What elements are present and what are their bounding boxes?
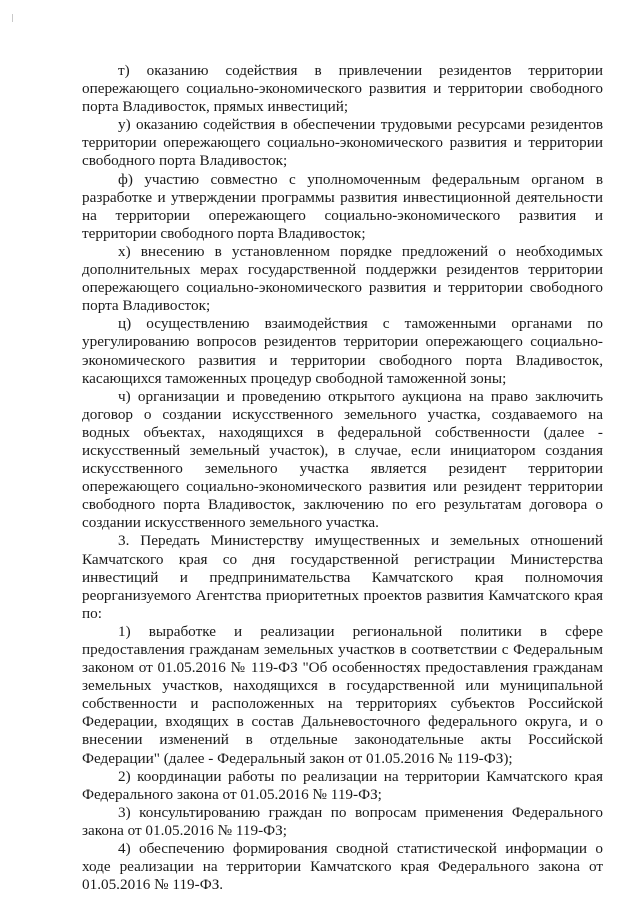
paragraph-ch: ч) организации и проведению открытого аукциона на право заключить договор о создании искусственного земельного участка, создаваемого на водных объектах, находящихся в федеральной собственности (далее - искусственный земельный участок), в случае, если инициатором создания искусственного земельного участка является резидент территории опережающего социально-экономического развития или резидент территории свободного порта Владивосток, заключению по его результатам договора о создании искусственного земельного участка.	[82, 387, 603, 532]
paragraph-t: т) оказанию содействия в привлечении резидентов территории опережающего социально-экономического развития и территории свободного порта Владивосток, прямых инвестиций;	[82, 62, 603, 116]
paragraph-f: ф) участию совместно с уполномоченным федеральным органом в разработке и утверждении программы развития инвестиционной деятельности на территории опережающего социально-экономического развития и территории свободного порта Владивосток;	[82, 170, 603, 242]
paragraph-item-1: 1) выработке и реализации региональной политики в сфере предоставления гражданам земельных участков в соответствии с Федеральным законом от 01.05.2016 № 119-ФЗ "Об особенностях предоставления гражданам земельных участков, находящихся в государственной или муниципальной собственности и расположенных на территориях субъектов Российской Федерации, входящих в состав Дальневосточного федерального округа, и о внесении изменений в отдельные законодательные акты Российской Федерации" (далее - Федеральный закон от 01.05.2016 № 119-ФЗ);	[82, 622, 603, 767]
paragraph-item-4: 4) обеспечению формирования сводной статистической информации о ходе реализации на территории Камчатского края Федерального закона от 01.05.2016 № 119-ФЗ.	[82, 840, 603, 894]
scan-artifact-mark	[12, 14, 16, 22]
paragraph-item-3: 3) консультированию граждан по вопросам применения Федерального закона от 01.05.2016 № 119-ФЗ;	[82, 803, 603, 839]
document-page	[82, 62, 603, 894]
paragraph-section-3: 3. Передать Министерству имущественных и земельных отношений Камчатского края со дня государственной регистрации Министерства инвестиций и предпринимательства Камчатского края полномочия реорганизуемого Агентства приоритетных проектов развития Камчатского края по:	[82, 532, 603, 622]
paragraph-item-2: 2) координации работы по реализации на территории Камчатского края Федерального закона от 01.05.2016 № 119-ФЗ;	[82, 767, 603, 803]
paragraph-h: х) внесению в установленном порядке предложений о необходимых дополнительных мерах государственной поддержки резидентов территории опережающего социально-экономического развития и территории свободного порта Владивосток;	[82, 242, 603, 315]
paragraph-ts: ц) осуществлению взаимодействия с таможенными органами по урегулированию вопросов резидентов территории опережающего социально-экономического развития и территории свободного порта Владивосток, касающихся таможенных процедур свободной таможенной зоны;	[82, 315, 603, 387]
paragraph-u: у) оказанию содействия в обеспечении трудовыми ресурсами резидентов территории опережающего социально-экономического развития и территории свободного порта Владивосток;	[82, 116, 603, 170]
